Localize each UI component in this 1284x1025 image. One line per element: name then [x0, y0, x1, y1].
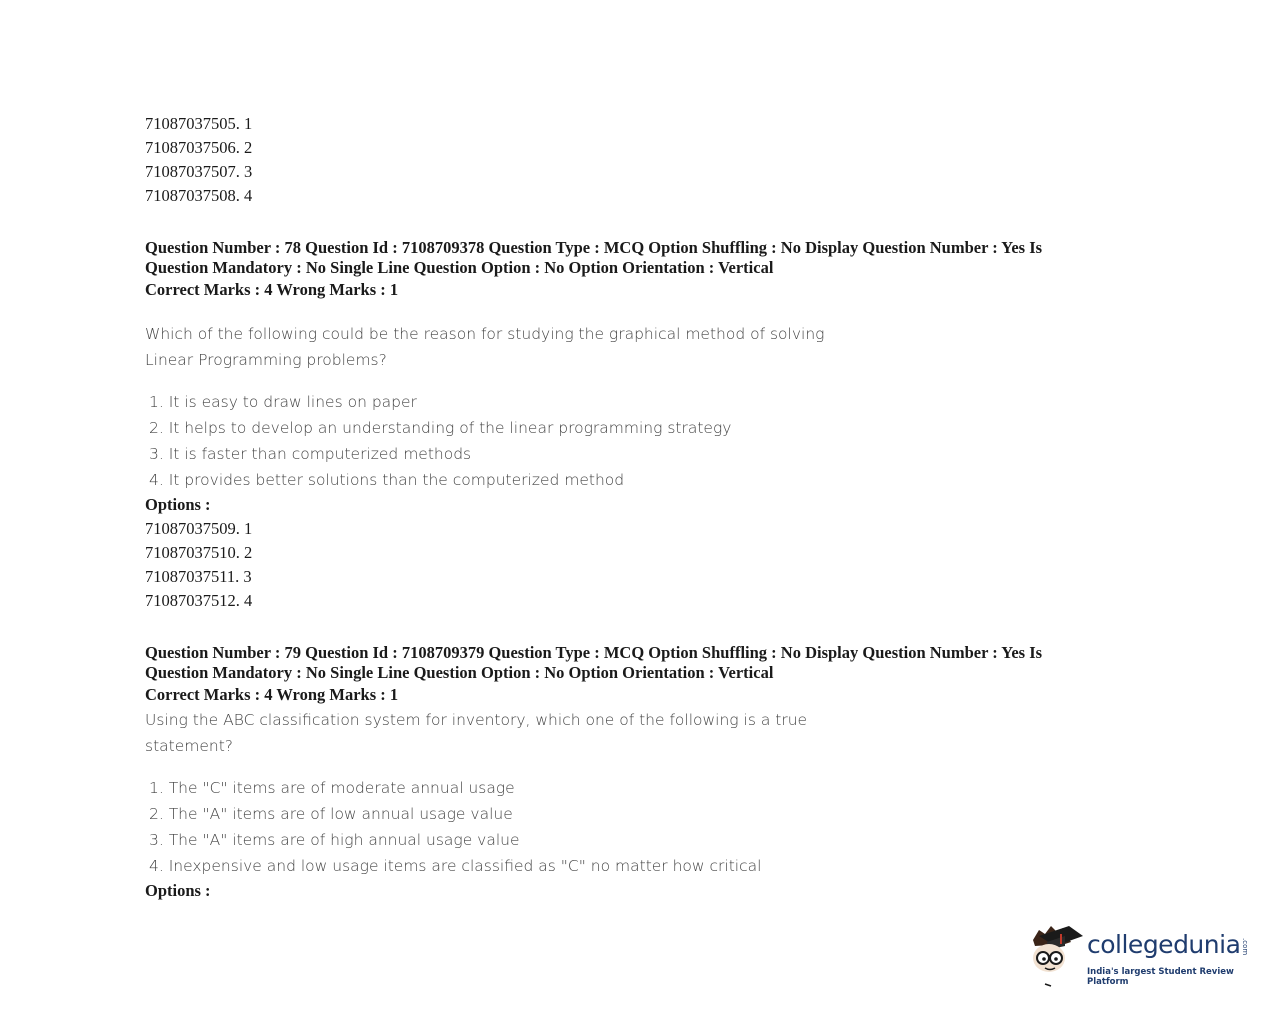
question-text-line: statement? [145, 737, 234, 755]
options-list [145, 517, 1145, 613]
choice-item: 4. Inexpensive and low usage items are classified as "C" no matter how critical [149, 857, 762, 875]
exam-page [145, 112, 1145, 903]
mascot-graduation-cap-icon [1025, 918, 1087, 988]
choice-list [149, 389, 1145, 493]
choice-item: 3. It is faster than computerized methods [149, 445, 472, 463]
option-line: 71087037510. 2 [145, 543, 253, 562]
question-header [145, 643, 1145, 683]
question-header [145, 238, 1145, 278]
question-header-line: Question Mandatory : No Single Line Question Option : No Option Orientation : Vertical [145, 663, 774, 682]
prev-options-list [145, 112, 1145, 208]
question-header-line: Question Number : 78 Question Id : 7108709378 Question Type : MCQ Option Shuffling : No Display Question Number : Yes Is [145, 238, 1043, 257]
option-line: 71087037509. 1 [145, 519, 253, 538]
options-label: Options : [145, 881, 211, 900]
choice-item: 2. The "A" items are of low annual usage value [149, 805, 513, 823]
question-78 [145, 238, 1145, 613]
logo-brand-name: collegedunia [1087, 930, 1241, 959]
option-line: 71087037505. 1 [145, 114, 253, 133]
question-text [145, 321, 1145, 373]
logo-brand-suffix: .com [1241, 938, 1249, 956]
question-marks: Correct Marks : 4 Wrong Marks : 1 [145, 685, 399, 704]
question-79 [145, 643, 1145, 903]
question-text-line: Using the ABC classification system for inventory, which one of the following is a true [145, 711, 808, 729]
choice-item: 1. The "C" items are of moderate annual usage [149, 779, 515, 797]
choice-list [149, 775, 1145, 879]
option-line: 71087037512. 4 [145, 591, 253, 610]
question-header-line: Question Number : 79 Question Id : 7108709379 Question Type : MCQ Option Shuffling : No Display Question Number : Yes Is [145, 643, 1043, 662]
option-line: 71087037507. 3 [145, 162, 253, 181]
choice-item: 4. It provides better solutions than the computerized method [149, 471, 625, 489]
logo-tagline: India's largest Student Review Platform [1087, 967, 1234, 987]
question-text-line: Linear Programming problems? [145, 351, 387, 369]
option-line: 71087037511. 3 [145, 567, 252, 586]
collegedunia-logo[interactable] [1025, 918, 1260, 988]
question-text-line: Which of the following could be the reason for studying the graphical method of solving [145, 325, 825, 343]
choice-item: 2. It helps to develop an understanding of the linear programming strategy [149, 419, 732, 437]
choice-item: 3. The "A" items are of high annual usage value [149, 831, 520, 849]
option-line: 71087037508. 4 [145, 186, 253, 205]
option-line: 71087037506. 2 [145, 138, 253, 157]
question-text [145, 707, 1145, 759]
question-marks: Correct Marks : 4 Wrong Marks : 1 [145, 280, 399, 299]
options-label: Options : [145, 495, 211, 514]
question-header-line: Question Mandatory : No Single Line Question Option : No Option Orientation : Vertical [145, 258, 774, 277]
choice-item: 1. It is easy to draw lines on paper [149, 393, 417, 411]
